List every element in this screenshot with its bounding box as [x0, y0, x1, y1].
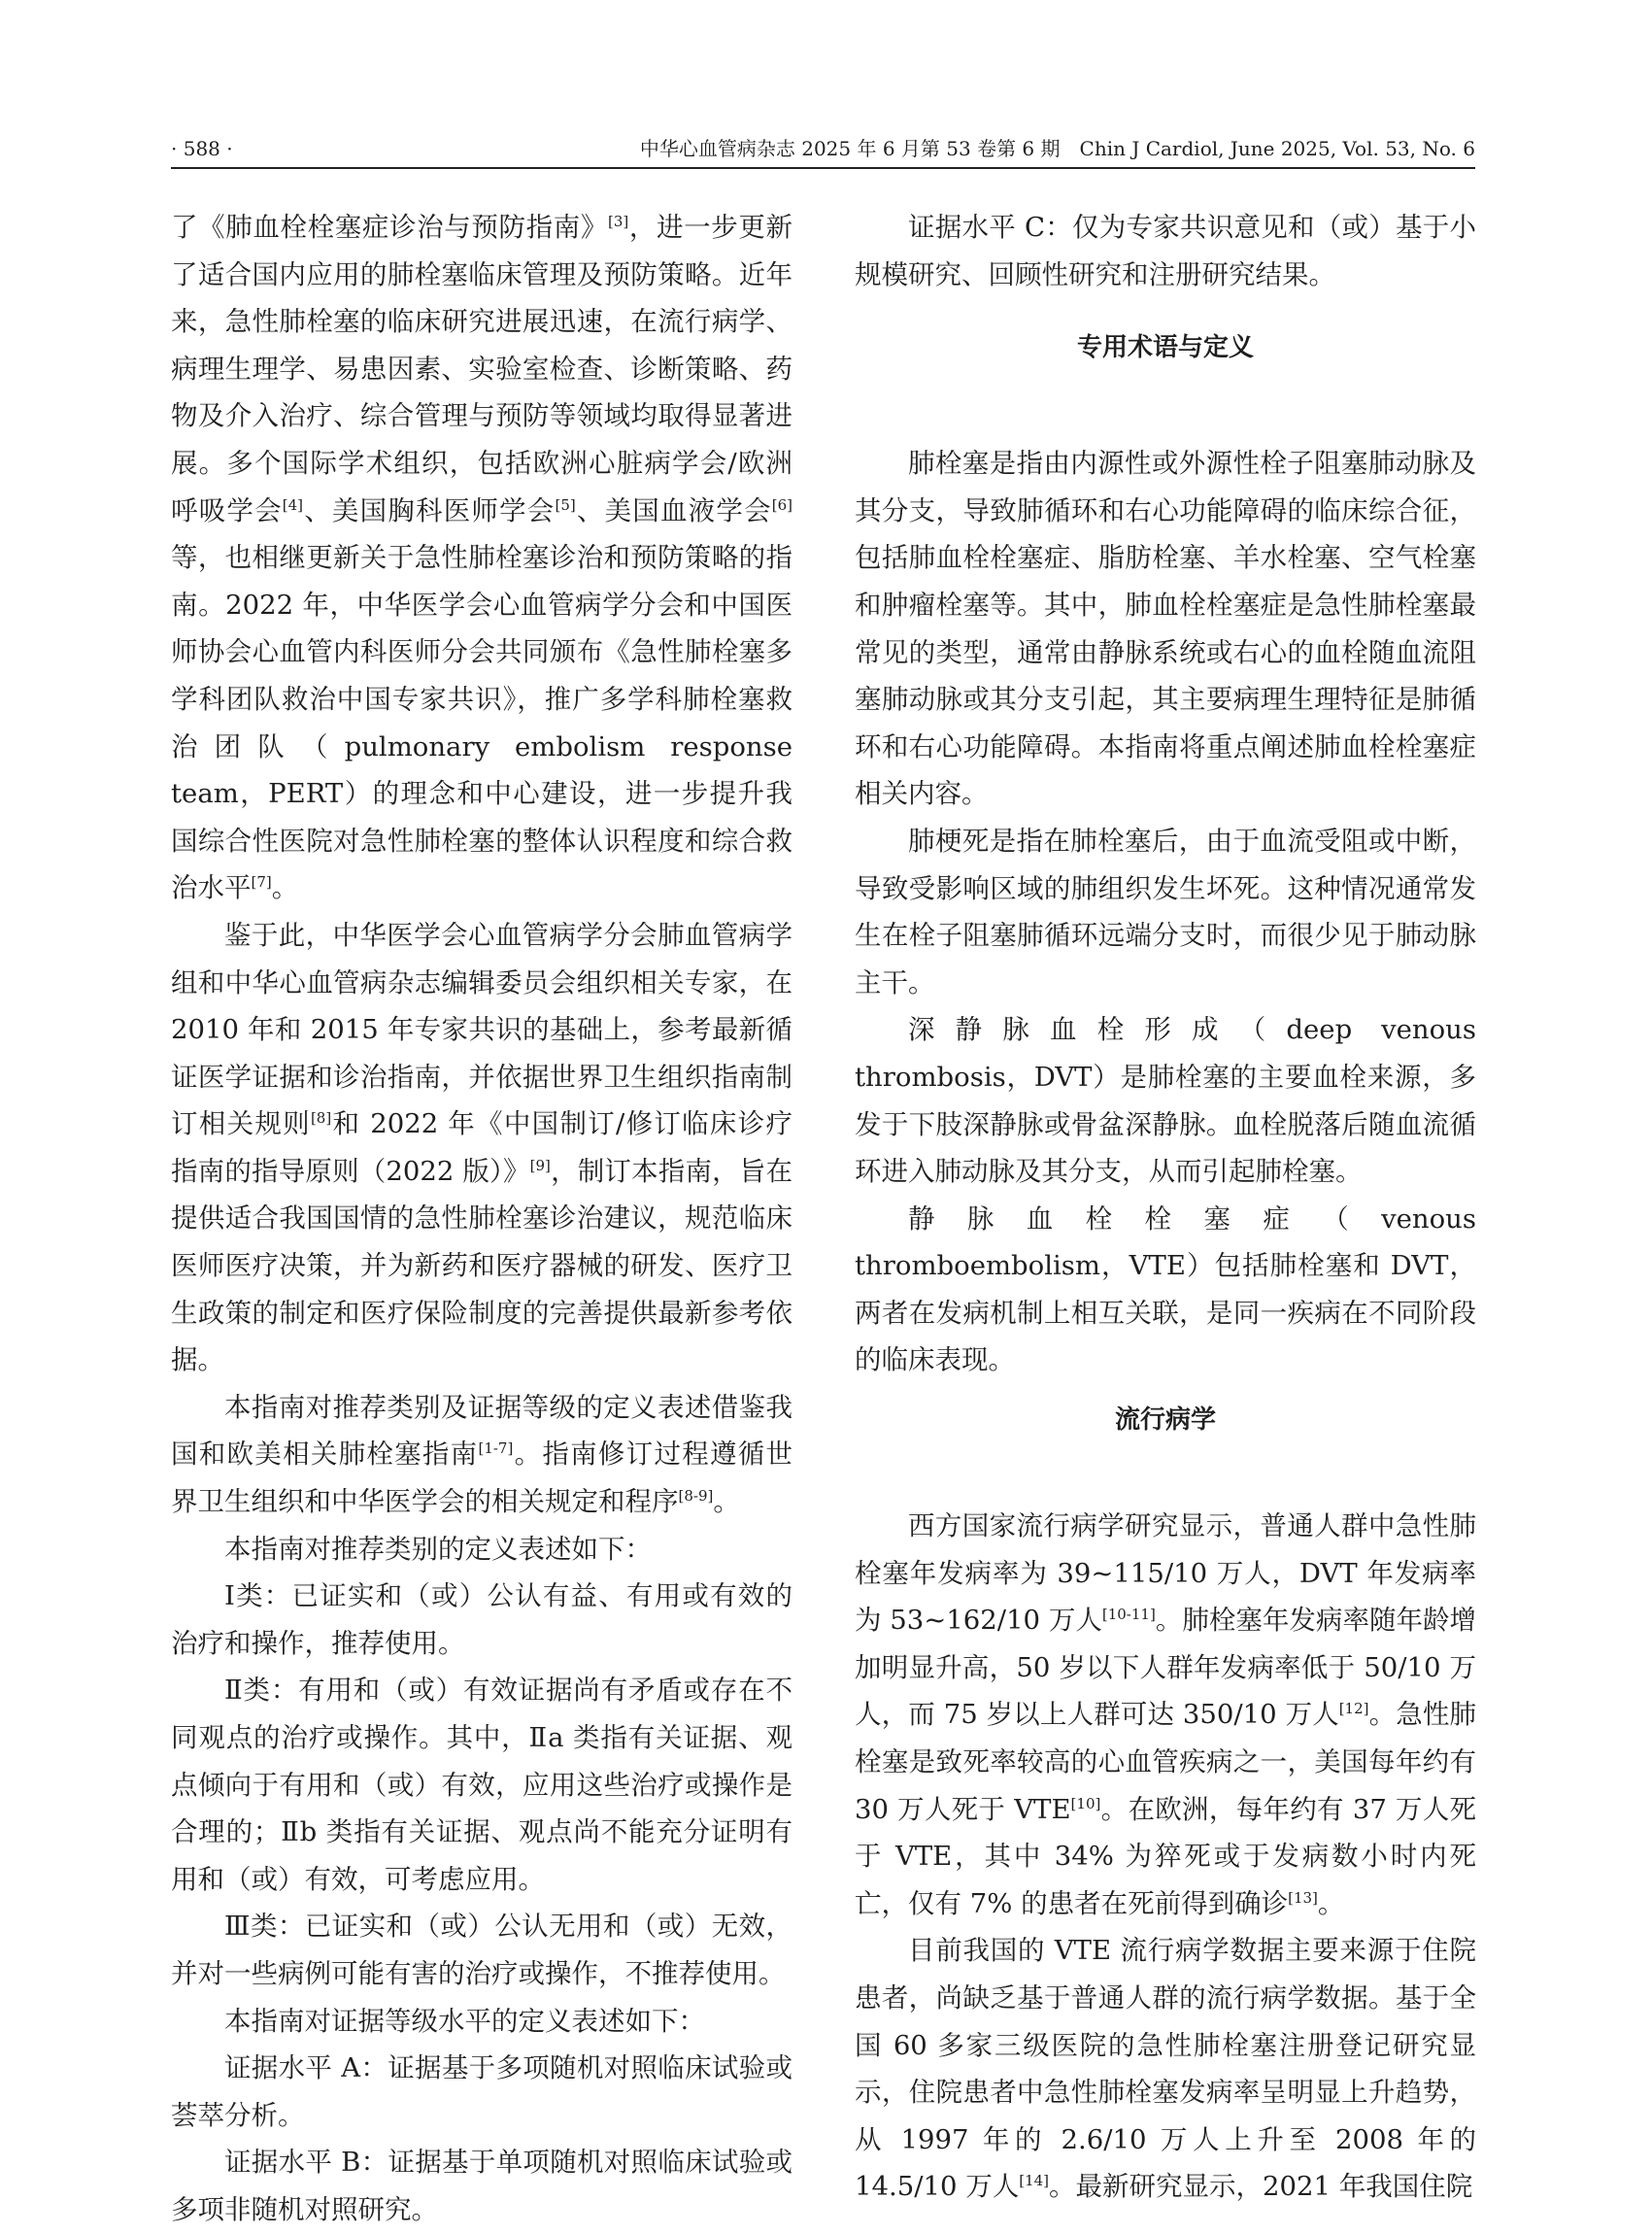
header-rule [171, 167, 1475, 169]
paragraph [171, 912, 792, 1384]
text-run: ，制订本指南，旨在提供适合我国国情的急性肺栓塞诊治建议，规范临床医师医疗决策，并为新药和医疗器械的研发、医疗卫生政策的制定和医疗保险制度的完善提供最新参考依据。 [171, 1155, 793, 1376]
text-run: 。肺栓塞年发病率随年龄增加明显升高，50 岁以下人群年发病率低于 50/10 万人，而 75 岁以上人群可达 350/10 万人 [855, 1605, 1477, 1731]
recommendation-class-2: Ⅱ类：有用和（或）有效证据尚有矛盾或存在不同观点的治疗或操作。其中，Ⅱa 类指有关证据、观点倾向于有用和（或）有效，应用这些治疗或操作是合理的；Ⅱb 类指有关证据、观点尚不能充分证明有用和（或）有效，可考虑应用。 [171, 1675, 792, 1895]
paragraph: 肺梗死是指在肺栓塞后，由于血流受阻或中断，导致受影响区域的肺组织发生坏死。这种情况通常发生在栓子阻塞肺循环远端分支时，而很少见于肺动脉主干。 [855, 825, 1476, 999]
text-run: 。 [713, 1486, 740, 1518]
paragraph: 静脉血栓栓塞症（venous thromboembolism，VTE）包括肺栓塞和 DVT，两者在发病机制上相互关联，是同一疾病在不同阶段的临床表现。 [855, 1202, 1476, 1376]
citation-ref: [3] [608, 212, 629, 230]
paragraph [171, 204, 792, 912]
evidence-level-c: 证据水平 C：仅为专家共识意见和（或）基于小规模研究、回顾性研究和注册研究结果。 [855, 212, 1476, 290]
text-run: 。最新研究显示，2021 年我国住院 [1049, 2171, 1473, 2203]
text-run: 。 [1317, 1887, 1345, 1919]
paragraph [855, 1503, 1476, 1927]
right-column [855, 204, 1476, 2211]
citation-ref: [12] [1338, 1700, 1369, 1718]
recommendation-class-3: Ⅲ类：已证实和（或）公认无用和（或）无效，并对一些病例可能有害的治疗或操作，不推荐使用。 [171, 1911, 792, 1989]
text-run: 鉴于此，中华医学会心血管病学分会肺血管病学组和中华心血管病杂志编辑委员会组织相关专家，在 2010 年和 2015 年专家共识的基础上，参考最新循证医学证据和诊治指南，并依据世界卫生组织指南制订相关规则 [171, 919, 792, 1140]
paragraph [171, 1384, 792, 1526]
text-run: 。在欧洲，每年约有 37 万人死于 VTE，其中 34% 为猝死或于发病数小时内死亡，仅有 7% 的患者在死前得到确诊 [855, 1793, 1476, 1919]
citation-ref: [4] [282, 495, 304, 514]
citation-ref: [10] [1070, 1794, 1101, 1812]
text-run: 和 2022 年《中国制订/修订临床诊疗指南的指导原则（2022 版）》 [171, 1108, 793, 1187]
paragraph: 本指南对推荐类别的定义表述如下： [224, 1533, 652, 1565]
journal-citation: 中华心血管病杂志 2025 年 6 月第 53 卷第 6 期 Chin J Cardiol, June 2025, Vol. 53, No. 6 [639, 137, 1475, 160]
citation-ref: [5] [555, 495, 576, 514]
citation-ref: [7] [251, 873, 272, 892]
section-heading-terms: 专用术语与定义 [1076, 333, 1254, 363]
paragraph: 深静脉血栓形成（deep venous thrombosis，DVT）是肺栓塞的主要血栓来源，多发于下肢深静脉或骨盆深静脉。血栓脱落后随血流循环进入肺动脉及其分支，从而引起肺栓塞。 [855, 1014, 1476, 1188]
running-header [171, 134, 1475, 167]
evidence-level-b: 证据水平 B：证据基于单项随机对照临床试验或多项非随机对照研究。 [171, 2147, 792, 2225]
citation-ref: [1-7] [478, 1439, 514, 1458]
text-run: ，进一步更新了适合国内应用的肺栓塞临床管理及预防策略。近年来，急性肺栓塞的临床研究进展迅速，在流行病学、病理生理学、易患因素、实验室检查、诊断策略、药物及介入治疗、综合管理与预防等领域均取得显著进展。多个国际学术组织，包括欧洲心脏病学会/欧洲呼吸学会 [171, 212, 792, 526]
text-run: 、美国胸科医师学会 [303, 494, 556, 526]
text-run: 。 [271, 872, 299, 904]
text-run: 、美国血液学会 [575, 494, 772, 526]
paragraph [855, 1927, 1476, 2211]
text-run: 西方国家流行病学研究显示，普通人群中急性肺栓塞年发病率为 39~115/10 万人，DVT 年发病率为 53~162/10 万人 [855, 1510, 1476, 1637]
citation-ref: [10-11] [1101, 1606, 1156, 1624]
paragraph: 肺栓塞是指由内源性或外源性栓子阻塞肺动脉及其分支，导致肺循环和右心功能障碍的临床综合征，包括肺血栓栓塞症、脂肪栓塞、羊水栓塞、空气栓塞和肿瘤栓塞等。其中，肺血栓栓塞症是急性肺栓塞最常见的类型，通常由静脉系统或右心的血栓随血流阻塞肺动脉或其分支引起，其主要病理生理特征是肺循环和右心功能障碍。本指南将重点阐述肺血栓栓塞症相关内容。 [855, 448, 1476, 810]
recommendation-class-1: Ⅰ类：已证实和（或）公认有益、有用或有效的治疗和操作，推荐使用。 [171, 1580, 792, 1659]
text-run: 目前我国的 VTE 流行病学数据主要来源于住院患者，尚缺乏基于普通人群的流行病学数据。基于全国 60 多家三级医院的急性肺栓塞注册登记研究显示，住院患者中急性肺栓塞发病率呈明显上升趋势，从 1997 年的 2.6/10 万人上升至 2008 年的 14.5/10 万人 [855, 1935, 1476, 2203]
text-run: 等，也相继更新关于急性肺栓塞诊治和预防策略的指南。2022 年，中华医学会心血管病学分会和中国医师协会心血管内科医师分会共同颁布《急性肺栓塞多学科团队救治中国专家共识》，推广多学科肺栓塞救治团队（pulmonary embolism response team，PERT）的理念和中心建设，进一步提升我国综合性医院对急性肺栓塞的整体认识程度和综合救治水平 [171, 542, 792, 904]
section-heading-epidemiology: 流行病学 [1114, 1405, 1216, 1436]
text-run: 。指南修订过程遵循世界卫生组织和中华医学会的相关规定和程序 [171, 1439, 793, 1518]
citation-ref: [6] [771, 495, 793, 514]
citation-ref: [9] [529, 1156, 551, 1174]
citation-ref: [8] [310, 1109, 332, 1128]
text-run: 了《肺血栓栓塞症诊治与预防指南》 [171, 212, 608, 243]
evidence-level-a: 证据水平 A：证据基于多项随机对照临床试验或荟萃分析。 [171, 2052, 792, 2131]
page-number: · 588 · [171, 137, 233, 160]
text-run: 本指南对推荐类别及证据等级的定义表述借鉴我国和欧美相关肺栓塞指南 [171, 1391, 792, 1471]
citation-ref: [14] [1019, 2172, 1050, 2190]
text-run: 。急性肺栓塞是致死率较高的心血管疾病之一，美国每年约有 30 万人死于 VTE [855, 1699, 1476, 1825]
paragraph: 本指南对证据等级水平的定义表述如下： [224, 2005, 705, 2037]
left-column [171, 204, 792, 2234]
citation-ref: [8-9] [678, 1486, 714, 1505]
citation-ref: [13] [1288, 1888, 1318, 1907]
